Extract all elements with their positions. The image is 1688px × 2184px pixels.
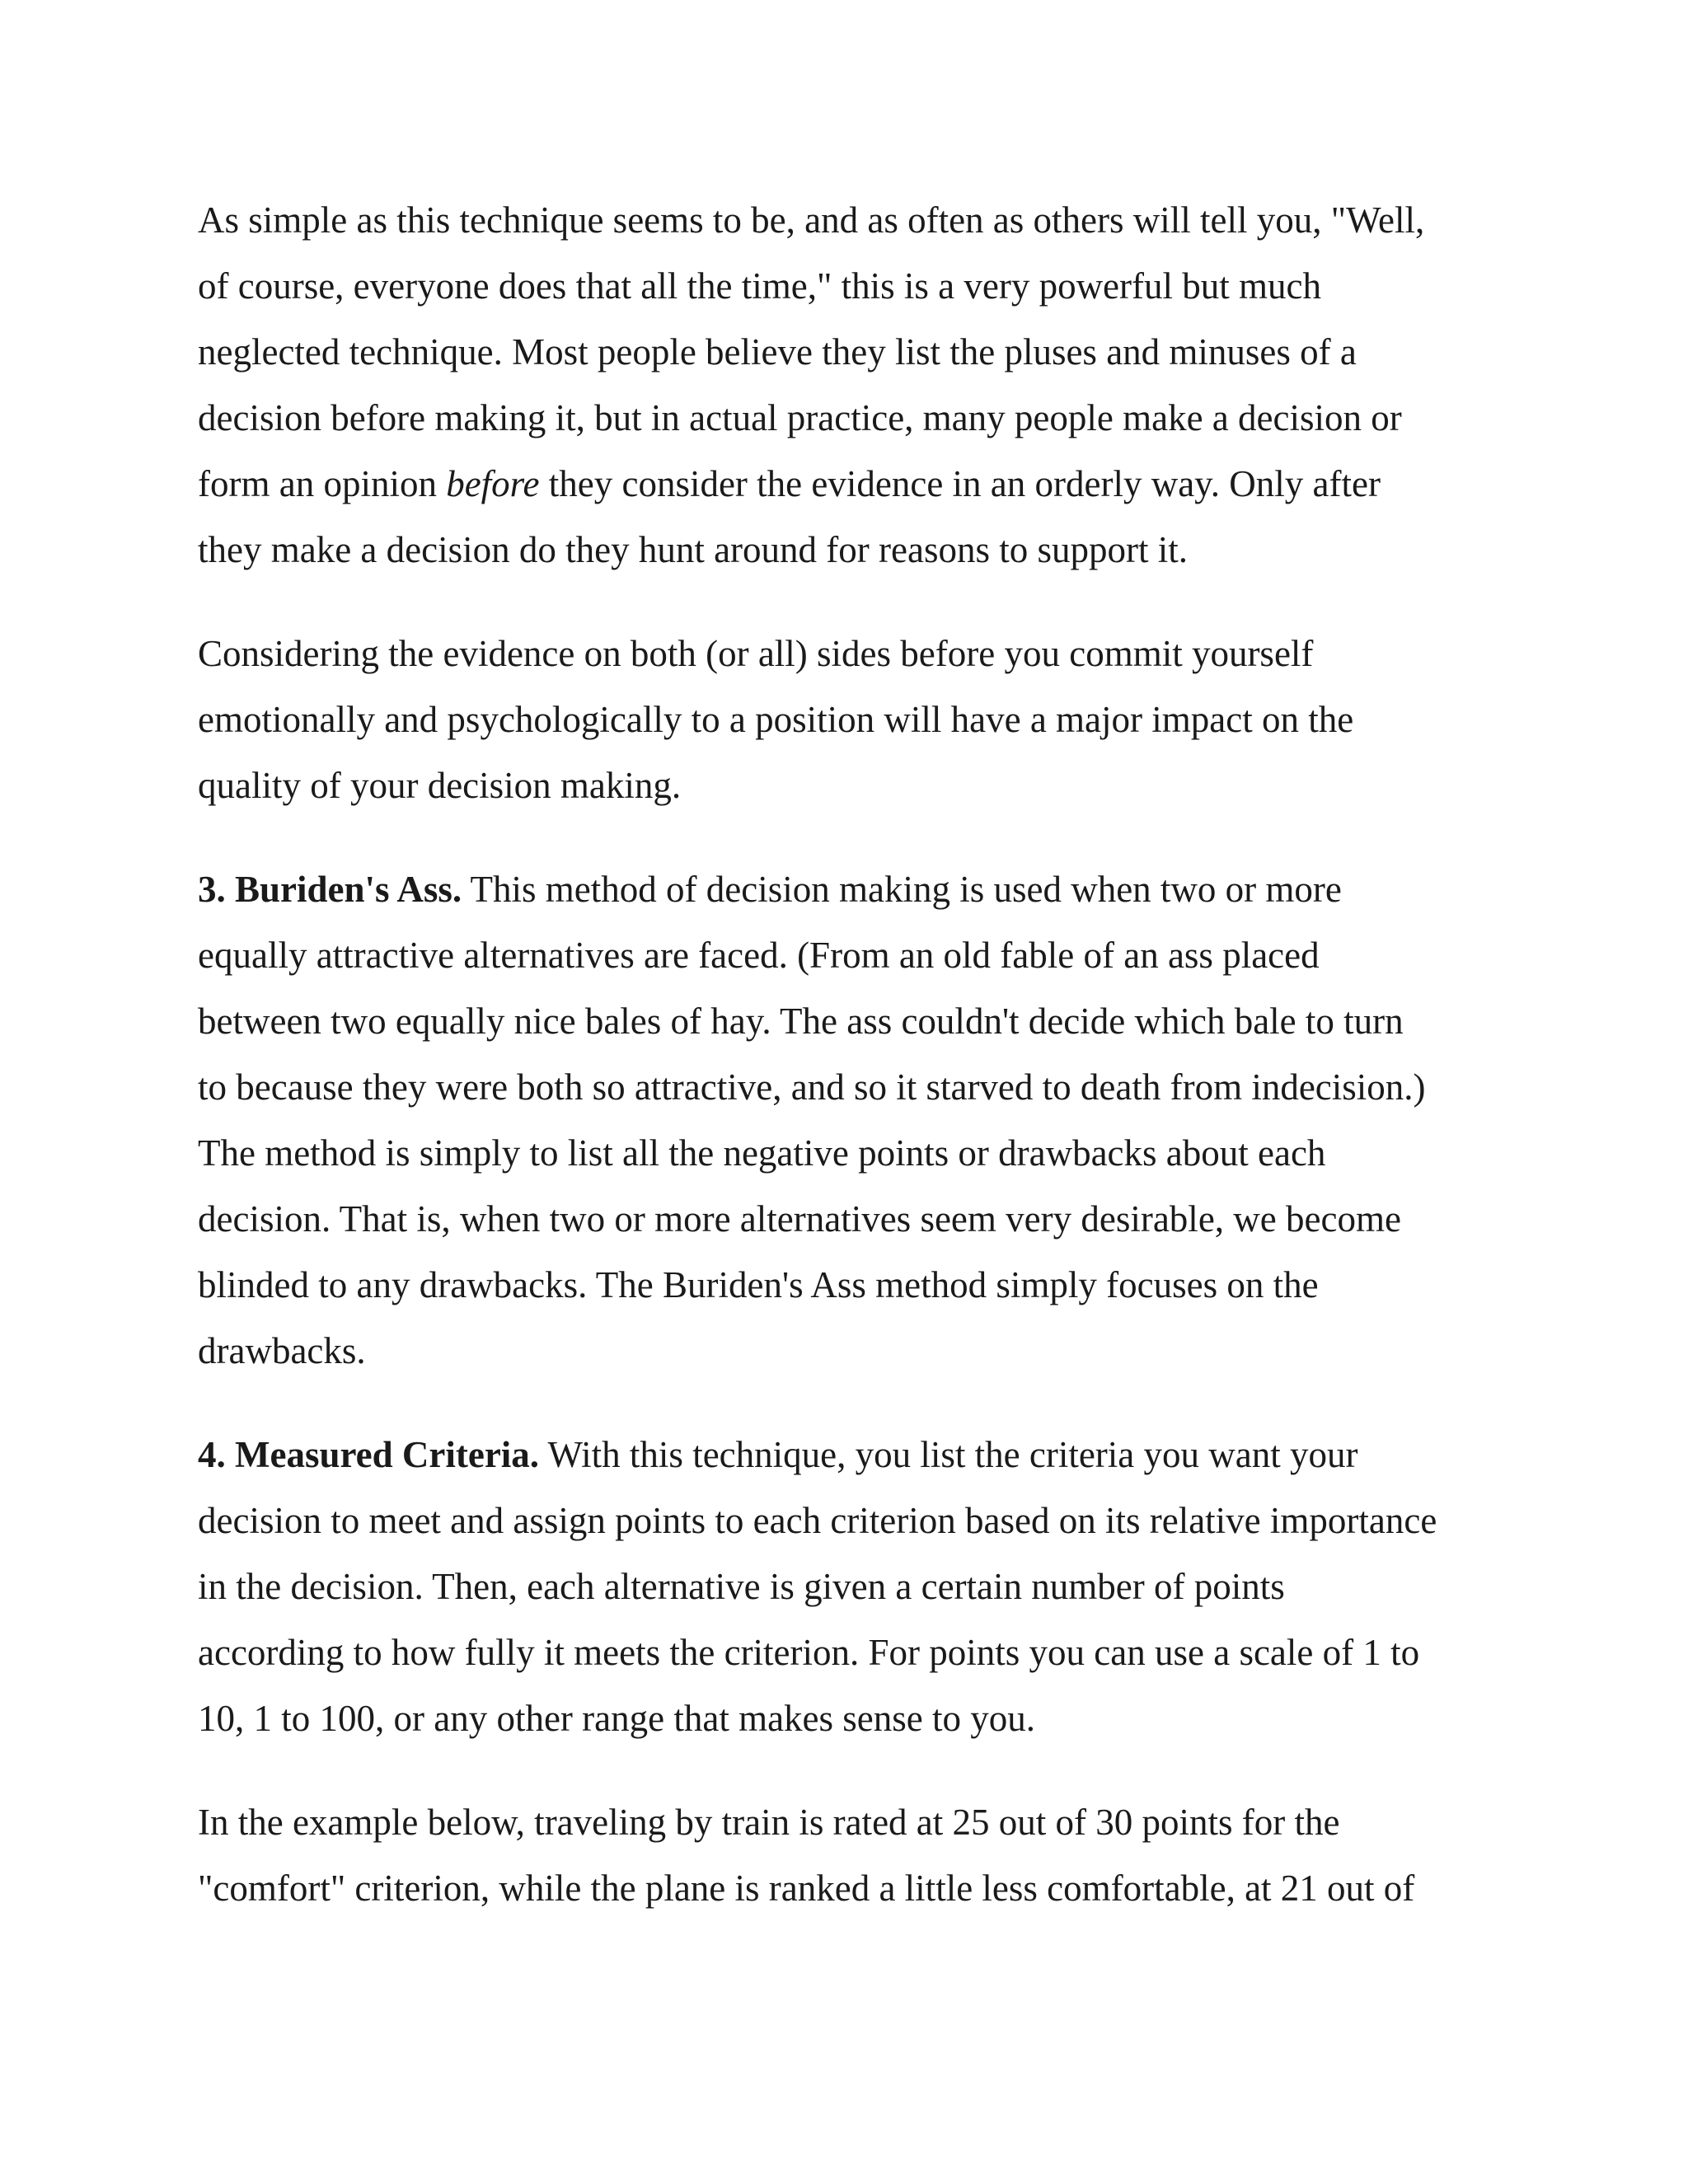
text-line: neglected technique. Most people believe they list the pluses and minuses of a: [198, 331, 1357, 373]
section-heading: 3. Buriden's Ass.: [198, 869, 462, 910]
text-line: emotionally and psychologically to a position will have a major impact on the: [198, 699, 1354, 740]
paragraph-considering-evidence: [198, 621, 1500, 818]
text-line: decision before making it, but in actual practice, many people make a decision or: [198, 397, 1402, 438]
text-line: to because they were both so attractive, and so it starved to death from indecision.): [198, 1066, 1426, 1108]
text-line: drawbacks.: [198, 1330, 366, 1371]
text-line: decision to meet and assign points to each criterion based on its relative importance: [198, 1500, 1437, 1541]
text-line: decision. That is, when two or more alternatives seem very desirable, we become: [198, 1198, 1401, 1240]
text-line: In the example below, traveling by train is rated at 25 out of 30 points for the: [198, 1802, 1340, 1843]
text-line: blinded to any drawbacks. The Buriden's Ass method simply focuses on the: [198, 1264, 1319, 1305]
text-run: With this technique, you list the criteria you want your: [539, 1434, 1358, 1475]
text-line: [198, 856, 1500, 922]
text-line: "comfort" criterion, while the plane is ranked a little less comfortable, at 21 out of: [198, 1868, 1415, 1909]
paragraph-technique-intro: [198, 187, 1500, 583]
paragraph-buridens-ass: [198, 856, 1500, 1384]
text-line: they make a decision do they hunt around for reasons to support it.: [198, 529, 1188, 570]
text-run: This method of decision making is used when two or more: [462, 869, 1342, 910]
text-line: equally attractive alternatives are faced. (From an old fable of an ass placed: [198, 935, 1320, 976]
text-line: [198, 451, 1500, 517]
text-line: quality of your decision making.: [198, 765, 682, 806]
document-body: [198, 187, 1500, 1959]
text-line: [198, 1422, 1500, 1488]
text-line: of course, everyone does that all the time," this is a very powerful but much: [198, 265, 1321, 307]
text-line: The method is simply to list all the negative points or drawbacks about each: [198, 1132, 1326, 1174]
paragraph-example-below: [198, 1789, 1500, 1921]
text-line: in the decision. Then, each alternative is given a certain number of points: [198, 1566, 1285, 1607]
text-line: between two equally nice bales of hay. The ass couldn't decide which bale to turn: [198, 1001, 1404, 1042]
emphasis-text: before: [446, 463, 540, 504]
text-line: As simple as this technique seems to be, and as often as others will tell you, "Well,: [198, 199, 1425, 241]
section-heading: 4. Measured Criteria.: [198, 1434, 540, 1475]
text-line: 10, 1 to 100, or any other range that makes sense to you.: [198, 1698, 1036, 1739]
text-run: form an opinion: [198, 463, 447, 504]
paragraph-measured-criteria: [198, 1422, 1500, 1751]
text-line: according to how fully it meets the criterion. For points you can use a scale of 1 to: [198, 1632, 1420, 1673]
text-run: they consider the evidence in an orderly way. Only after: [539, 463, 1381, 504]
text-line: Considering the evidence on both (or all) sides before you commit yourself: [198, 633, 1314, 674]
